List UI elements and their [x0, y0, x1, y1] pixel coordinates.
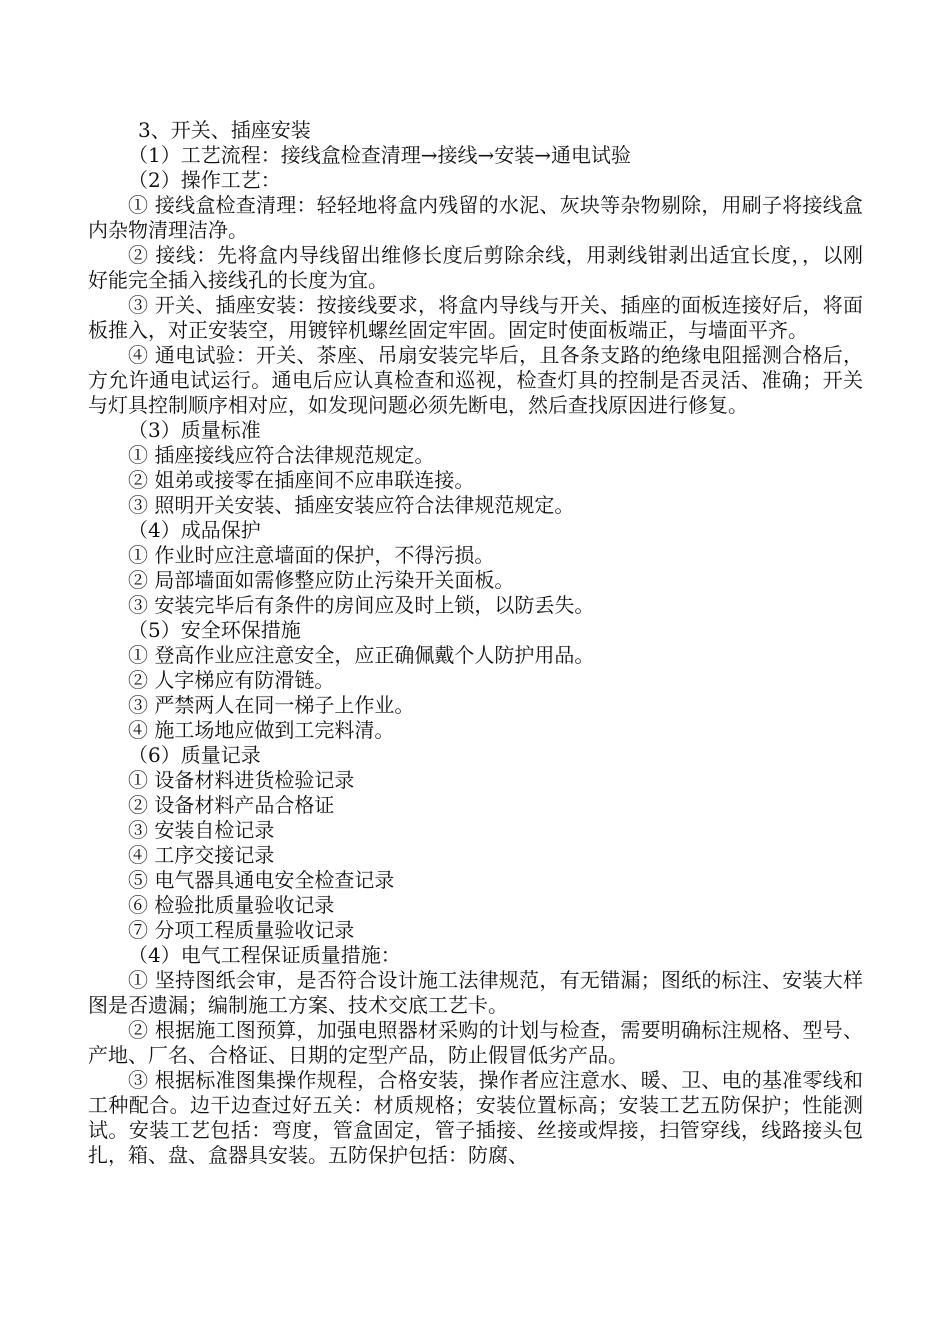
subheading: （5）安全环保措施: [128, 618, 301, 642]
paragraph: ② 根据施工图预算，加强电照器材采购的计划与检查，需要明确标注规格、型号、产地、厂名、合格证、日期的定型产品，防止假冒低劣产品。: [88, 1018, 863, 1067]
paragraph: ① 坚持图纸会审，是否符合设计施工法律规范，有无错漏；图纸的标注、安装大样图是否遗漏；编制施工方案、技术交底工艺卡。: [88, 968, 863, 1017]
paragraph: ⑥ 检验批质量验收记录: [128, 893, 335, 917]
subheading: （2）操作工艺：: [128, 168, 281, 192]
document-page: [88, 118, 863, 1168]
paragraph: ② 接线：先将盒内导线留出维修长度后剪除余线，用剥线钳剥出适宜长度，，以刚好能完全插入接线孔的长度为宜。: [88, 243, 863, 292]
subheading: （6）质量记录: [128, 743, 261, 767]
paragraph: ① 登高作业应注意安全，应正确佩戴个人防护用品。: [128, 643, 595, 667]
paragraph: ⑦ 分项工程质量验收记录: [128, 918, 355, 942]
paragraph: ④ 施工场地应做到工完料清。: [128, 718, 395, 742]
section-title: 3、开关、插座安装: [138, 118, 311, 142]
paragraph: ④ 通电试验：开关、茶座、吊扇安装完毕后，且各条支路的绝缘电阻摇测合格后，方允许通电试运行。通电后应认真检查和巡视，检查灯具的控制是否灵活、准确；开关与灯具控制顺序相对应，如发现问题必须先断电，然后查找原因进行修复。: [88, 343, 863, 417]
paragraph: ④ 工序交接记录: [128, 843, 275, 867]
paragraph: ① 插座接线应符合法律规范规定。: [128, 443, 435, 467]
paragraph: ① 作业时应注意墙面的保护，不得污损。: [128, 543, 495, 567]
paragraph: ③ 开关、插座安装：按接线要求，将盒内导线与开关、插座的面板连接好后，将面板推入，对正安装空，用镀锌机螺丝固定牢固。固定时使面板端正，与墙面平齐。: [88, 293, 863, 342]
paragraph: ② 局部墙面如需修整应防止污染开关面板。: [128, 568, 515, 592]
paragraph: ③ 安装完毕后有条件的房间应及时上锁，以防丢失。: [128, 593, 595, 617]
subheading: （1）工艺流程：接线盒检查清理→接线→安装→通电试验: [128, 143, 631, 167]
paragraph: ③ 照明开关安装、插座安装应符合法律规范规定。: [128, 493, 575, 517]
paragraph: ③ 根据标准图集操作规程，合格安装，操作者应注意水、暖、卫、电的基准零线和工种配合。边干边查过好五关：材质规格；安装位置标高；安装工艺五防保护；性能测试。安装工艺包括：弯度，管盒固定，管子插接、丝接或焊接，扫管穿线，线路接头包扎，箱、盘、盒器具安装。五防保护包括：防腐、: [88, 1068, 863, 1167]
paragraph: ⑤ 电气器具通电安全检查记录: [128, 868, 395, 892]
paragraph: ① 接线盒检查清理：轻轻地将盒内残留的水泥、灰块等杂物剔除，用刷子将接线盒内杂物清理洁净。: [88, 193, 863, 242]
subheading: （4）成品保护: [128, 518, 261, 542]
paragraph: ② 设备材料产品合格证: [128, 793, 335, 817]
paragraph: ① 设备材料进货检验记录: [128, 768, 355, 792]
paragraph: ② 人字梯应有防滑链。: [128, 668, 335, 692]
paragraph: ② 姐弟或接零在插座间不应串联连接。: [128, 468, 475, 492]
subheading: （3）质量标准: [128, 418, 261, 442]
paragraph-list: [88, 143, 863, 1168]
paragraph: ③ 安装自检记录: [128, 818, 275, 842]
subheading: （4）电气工程保证质量措施：: [128, 943, 401, 967]
paragraph: ③ 严禁两人在同一梯子上作业。: [128, 693, 415, 717]
